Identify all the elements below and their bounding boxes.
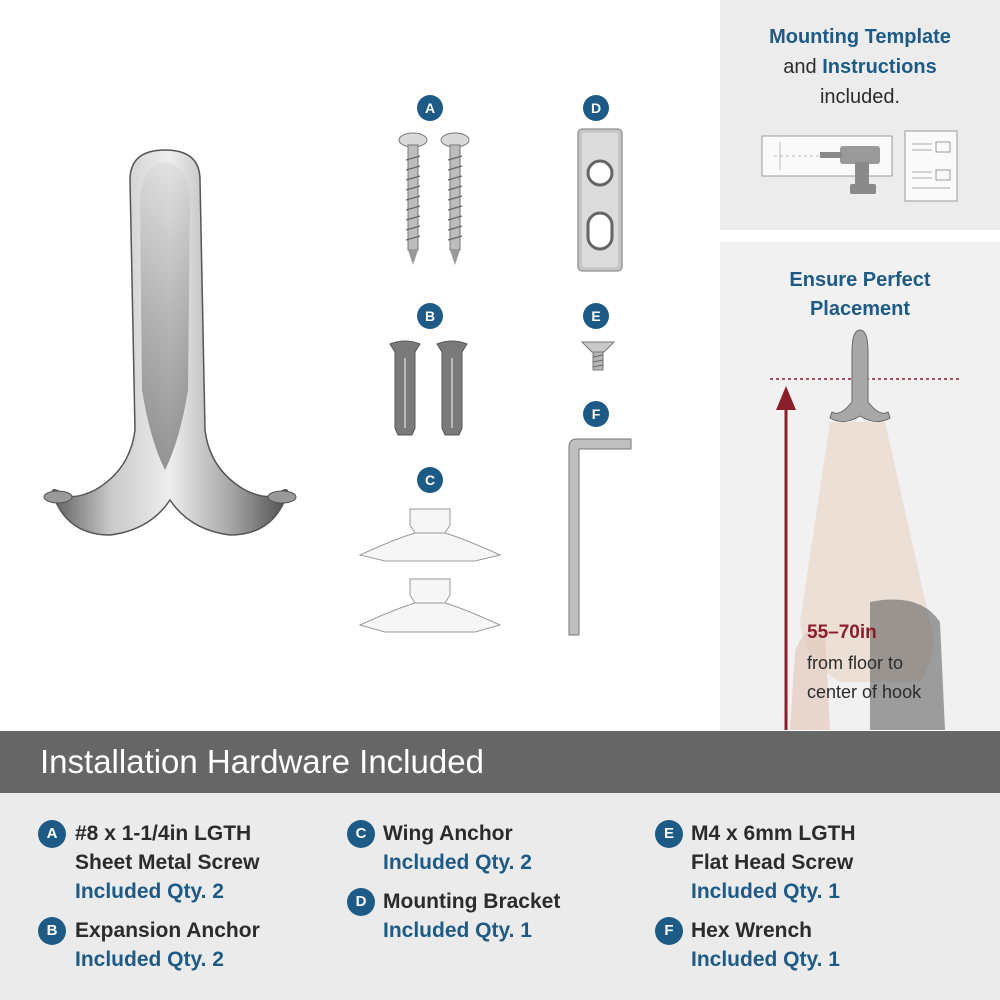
template-subtitle-bold: Instructions [822, 56, 937, 78]
double-hook-image [30, 140, 310, 550]
instructions-document-icon [904, 130, 958, 202]
part-e-badge: E [583, 303, 609, 329]
template-drill-icon [760, 128, 905, 198]
placement-desc-line2: center of hook [807, 682, 922, 702]
placement-title-line1: Ensure Perfect [789, 269, 931, 291]
mounting-bracket-image [570, 125, 630, 275]
legend-f-qty: Included Qty. 1 [691, 948, 840, 971]
placement-height-value: 55–70in [807, 622, 877, 643]
part-b-badge: B [417, 303, 443, 329]
legend-d-qty: Included Qty. 1 [383, 919, 532, 942]
legend-e-line2: Flat Head Screw [691, 851, 854, 874]
wing-anchors-image [355, 505, 505, 640]
expansion-anchors-image [385, 338, 485, 438]
legend-f-badge: F [655, 917, 683, 945]
legend-c-badge: C [347, 820, 375, 848]
legend-e-badge: E [655, 820, 683, 848]
legend-a-qty: Included Qty. 2 [75, 880, 224, 903]
legend-a-badge: A [38, 820, 66, 848]
template-subtitle-plain: and [783, 56, 823, 78]
part-d-badge: D [583, 95, 609, 121]
flat-head-screw-image [580, 338, 616, 374]
mounting-template-panel [720, 0, 1000, 230]
placement-panel [720, 242, 1000, 730]
installation-banner [0, 731, 1000, 793]
template-title: Mounting Template [769, 26, 951, 48]
sheet-metal-screws-image [385, 130, 485, 270]
part-c-badge: C [417, 467, 443, 493]
legend-c-line1: Wing Anchor [383, 822, 513, 845]
legend-e-qty: Included Qty. 1 [691, 880, 840, 903]
banner-title: Installation Hardware Included [40, 743, 484, 780]
legend-d-line1: Mounting Bracket [383, 890, 561, 913]
legend-c-qty: Included Qty. 2 [383, 851, 532, 874]
legend-b-line1: Expansion Anchor [75, 919, 260, 942]
placement-desc-line1: from floor to [807, 653, 904, 673]
legend-b-badge: B [38, 917, 66, 945]
legend-b-qty: Included Qty. 2 [75, 948, 224, 971]
legend-d-badge: D [347, 888, 375, 916]
legend-a-line2: Sheet Metal Screw [75, 851, 260, 874]
legend-f-line1: Hex Wrench [691, 919, 812, 942]
placement-title-line2: Placement [809, 298, 911, 320]
hardware-legend [0, 793, 1000, 1000]
template-included-text: included. [819, 86, 901, 108]
template-subtitle [720, 56, 1000, 79]
part-a-badge: A [417, 95, 443, 121]
hex-wrench-image [555, 435, 635, 640]
part-f-badge: F [583, 401, 609, 427]
legend-e-line1: M4 x 6mm LGTH [691, 822, 856, 845]
legend-a-line1: #8 x 1-1/4in LGTH [75, 822, 252, 845]
